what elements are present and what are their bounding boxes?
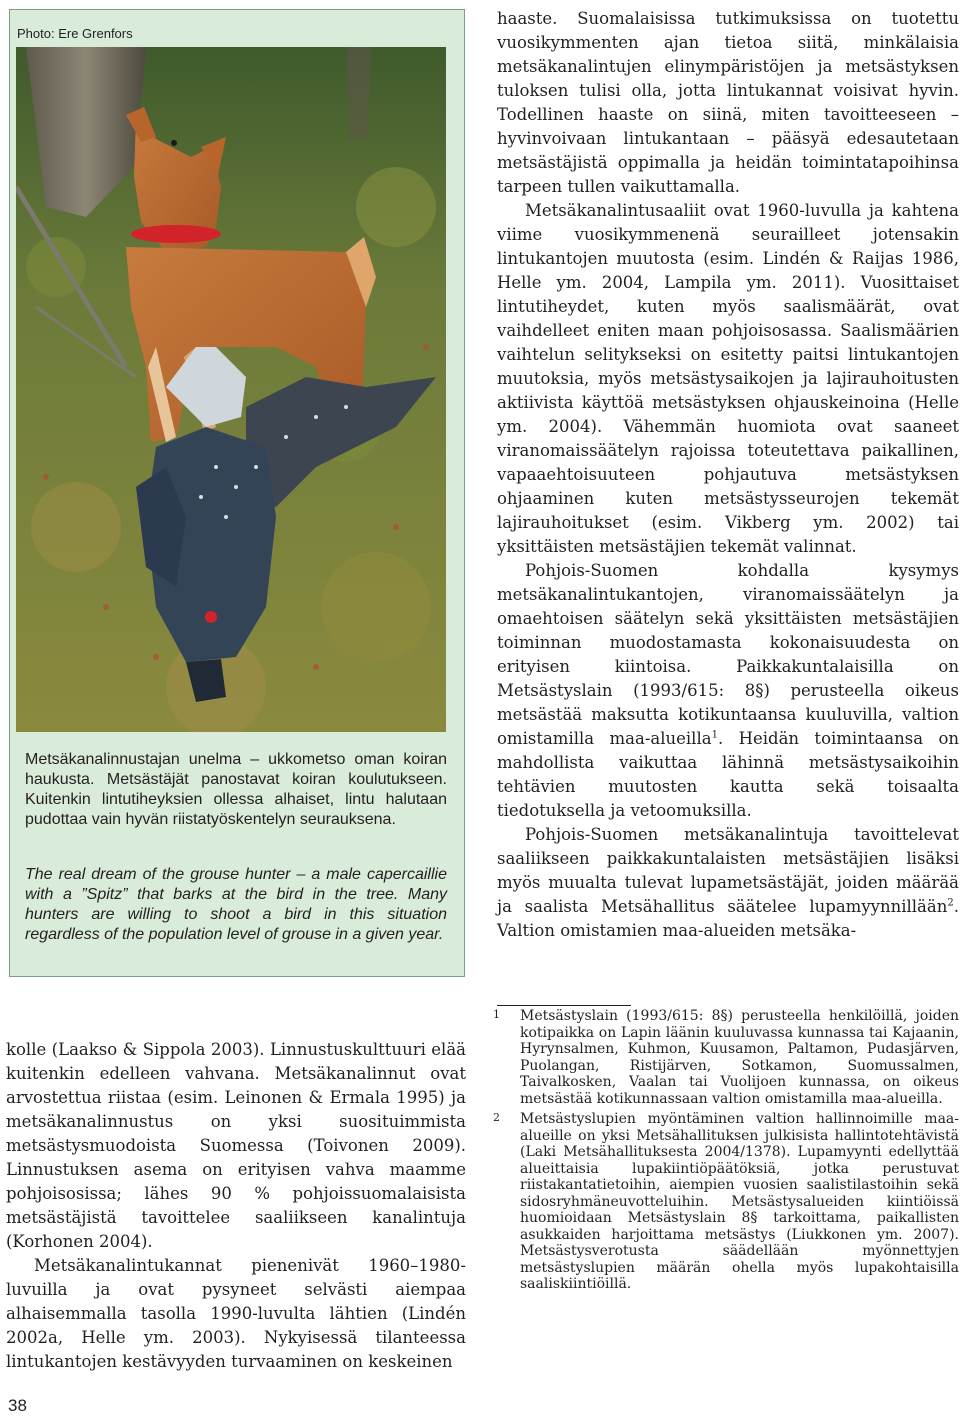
right-column (497, 7, 959, 943)
footnote-ref-1: 1 (711, 729, 718, 741)
right-paragraph-3-text: Pohjois-Suomen kohdalla kysymys metsäkanalintukantojen, viranomaissäätelyn ja omaehtoisen säätelyn sekä yksittäisten metsästäjien toiminnan muodostamasta kokonaisuudesta on erityisen kiintoisa. Paikkakuntalaisilla on Metsästyslain (1993/615: 8§) perusteella oikeus metsästää maksutta kotikuntaansa kuuluvilla, valtion omistamilla maa-alueilla (497, 561, 959, 748)
footnote-text: Metsästyslupien myöntäminen valtion hallinnoimille maa-alueille on yksi Metsähallituksen julkisista hallintotehtävistä (Laki Metsähallituksesta 2004/1378). Lupamyynti edellyttää alueittaisia lupakiintiöpäätöksiä, jotka perustuvat riistakantatietoihin, aiempien vuosien saalistilastoihin sekä sidosryhmäneuvotteluihin. Metsästysalueiden kiintiöissä huomioidaan Metsästyslain 8§ tarkoittama, paikallisten asukkaiden harjoittama metsästys (Liukkonen ym. 2007). Metsästysverotusta säädellään myönnettyjen metsästyslupien määrän ohella myös lupakohtaisilla saaliskiintiöillä. (520, 1111, 959, 1292)
footnote-2 (493, 1111, 959, 1293)
caption-english: The real dream of the grouse hunter – a male capercaillie with a ”Spitz” that barks at the bird in the tree. Many hunters are willing to shoot a bird in this situation regardless of the population level of grouse in a given year. (25, 866, 447, 943)
right-paragraph-3-end: . Heidän toimintaansa on mahdollista vaikuttaa lähinnä metsästysaikoihin tehtävien muutosten kautta sekä toisaalta tiedotuksella ja vetoomuksilla. (497, 729, 960, 820)
page-number: 38 (8, 1396, 27, 1415)
right-paragraph-3 (497, 559, 959, 823)
left-column (6, 1038, 466, 1374)
footnote-number: 1 (493, 1008, 500, 1021)
right-paragraph-2: Metsäkanalintusaaliit ovat 1960-luvulla ja kahtena viime vuosikymmenenä seurailleet jotensakin lintukantojen muutosta (esim. Lindén & Raijas 1986, Helle ym. 2004, Lampila ym. 2011). Vuosittaiset lintutiheydet, kuten myös saalismäärät, ovat vaihdelleet eniten maan pohjoisosassa. Saalismäärien vaihtelun selitykseksi on esitetty paitsi lintukantojen muutoksia, myös metsästysaikojen ja lajirauhoitusten aktiivista käyttöä metsästyksen ohjauskeinoina (Helle ym. 2004). Vähemmän huomiota ovat saaneet viranomaissäätelyn rajoissa toteutettava paikallinen, vapaaehtoisuuteen pohjautuva metsästyksen ohjaaminen kuten metsästysseurojen tekemät lajirauhoitukset (esim. Vikberg ym. 2002) tai yksittäisten metsästäjien tekemät valinnat. (497, 201, 959, 556)
caption-finnish: Metsäkanalinnustajan unelma – ukkometso oman koiran haukusta. Metsästäjät panostavat koiran koulutukseen. Kuitenkin lintutiheyksien ollessa alhaiset, lintu halutaan pudottaa vain hyvän riistatyöskentelyn seurauksena. (25, 751, 447, 828)
footnote-ref-2: 2 (947, 897, 954, 909)
footnote-text: Metsästyslain (1993/615: 8§) perusteella henkilöillä, joiden kotipaikka on Lapin läänin kuuluvassa kunnassa tai Kajaanin, Hyrynsalmen, Kuhmon, Kuusamon, Paltamon, Pudasjärven, Puolangan, Ristijärven, Sotkamon, Suomussalmen, Taivalkosken, Vaalan tai Vuolijoen kunnassa, on oikeus metsästää kotikunnassaan valtion omistamilla maa-alueilla. (520, 1008, 959, 1107)
footnote-number: 2 (493, 1111, 500, 1124)
footnote-rule (497, 1005, 631, 1006)
right-paragraph-4-end: . Valtion omistamien maa-alueiden metsäka- (497, 897, 959, 940)
left-paragraph-1: kolle (Laakso & Sippola 2003). Linnustuskulttuuri elää kuitenkin edelleen vahvana. Metsäkanalinnut ovat arvostettua riistaa (esim. Leinonen & Ermala 1995) ja metsäkanalinnustus on yksi suosituimmista metsästysmuodoista Suomessa (Toivonen 2009). Linnustuksen asema on erityisen vahva maamme pohjoisosissa; lähes 90 % pohjoissuomalaisista metsästäjistä tavoittelee saaliikseen kanalintuja (Korhonen 2004). (6, 1040, 466, 1251)
photo-dog-and-capercaillie (16, 47, 446, 732)
right-paragraph-4 (497, 823, 959, 943)
footnotes (493, 1008, 959, 1297)
photo-illustration (16, 47, 446, 732)
footnote-1 (493, 1008, 959, 1107)
right-paragraph-4-text: Pohjois-Suomen metsäkanalintuja tavoittelevat saaliikseen paikkakuntalaisten metsästäjien lisäksi myös muualta tulevat lupametsästäjät, joiden määrää ja saalista Metsähallitus säätelee lupamyynnillään (497, 825, 959, 916)
photo-credit: Photo: Ere Grenfors (17, 26, 133, 41)
right-paragraph-1: haaste. Suomalaisissa tutkimuksissa on tuotettu vuosikymmenten ajan tietoa siitä, minkälaisia metsäkanalintujen elinympäristöjen ja metsästyksen tuloksen tulisi olla, jotta lintukannat voisivat hyvin. Todellinen haaste on siinä, miten tavoitteeseen – hyvinvoivaan lintukantaan – pääsyä edesautetaan metsästäjistä oppimalla ja heidän toimintatapoihinsa tarpeen tullen vaikuttamalla. (497, 9, 959, 196)
left-paragraph-2: Metsäkanalintukannat pienenivät 1960–1980-luvuilla ja ovat pysyneet selvästi aiempaa alhaisemmalla tasolla 1990-luvulta lähtien (Lindén 2002a, Helle ym. 2003). Nykyisessä tilanteessa lintukantojen kestävyyden turvaaminen on keskeinen (6, 1256, 466, 1371)
